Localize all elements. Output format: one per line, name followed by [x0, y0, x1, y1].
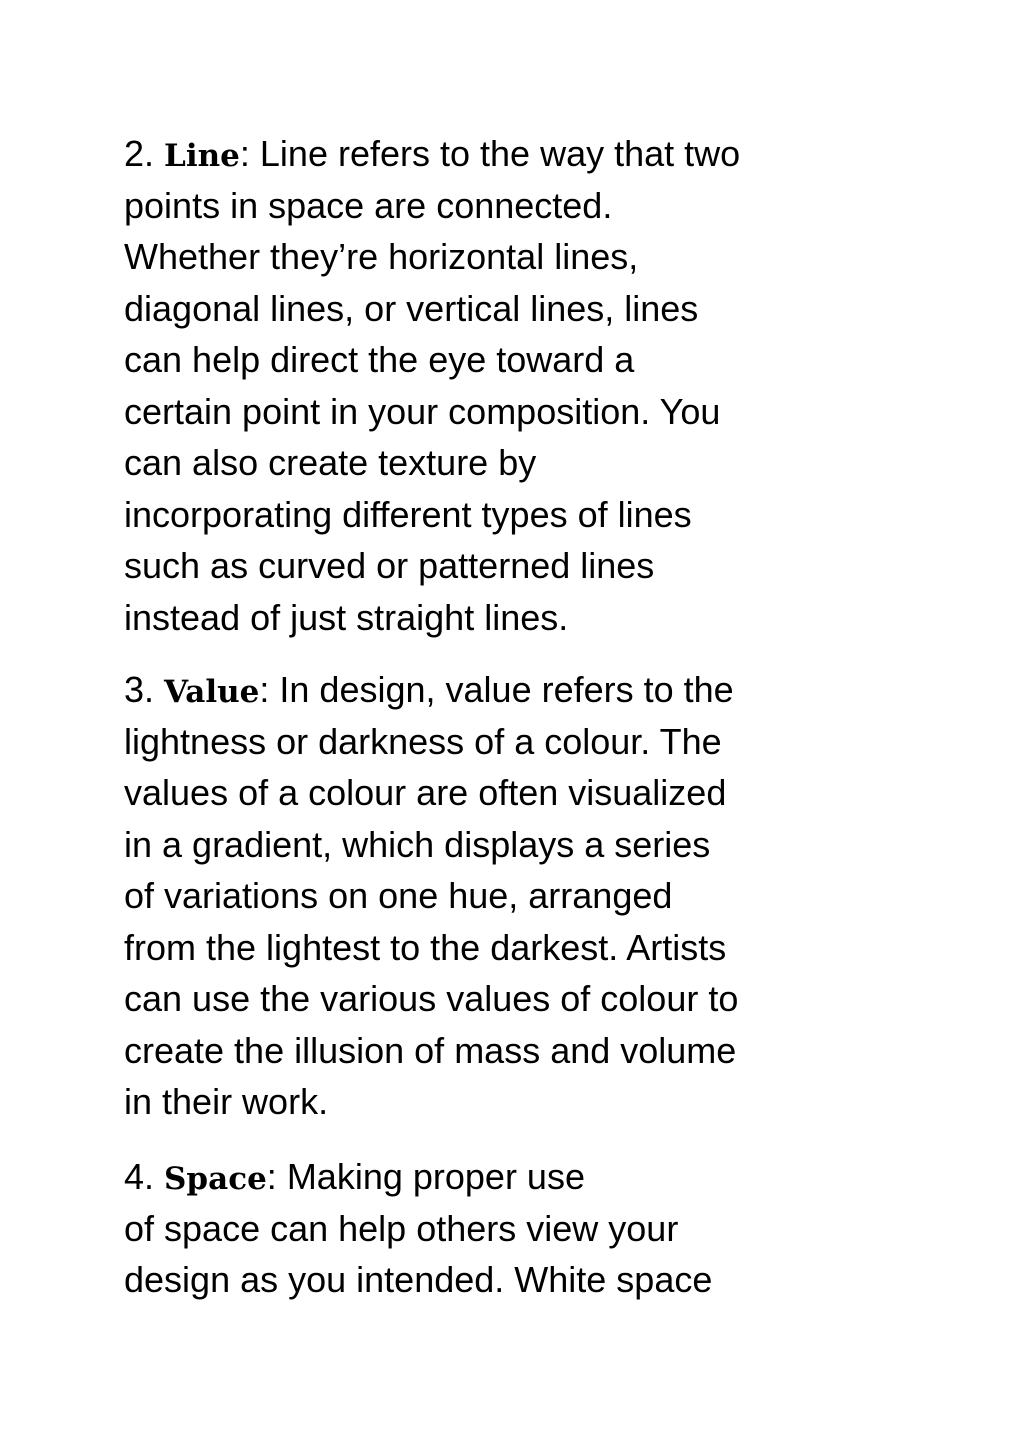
text-line: create the illusion of mass and volume — [124, 1029, 737, 1071]
item-separator: : — [259, 669, 270, 710]
text-line: in a gradient, which displays a series — [124, 823, 711, 865]
item-term: Space — [164, 1161, 267, 1197]
paragraph-first-line — [124, 1151, 899, 1203]
paragraph-first-line — [124, 128, 899, 180]
item-number: 4. — [124, 1156, 155, 1197]
text-line: can also create texture by — [124, 442, 537, 483]
text-line: Making proper use — [276, 1156, 585, 1197]
item-number: 2. — [124, 133, 155, 174]
paragraph-first-line — [124, 664, 899, 716]
text-line: in their work. — [124, 1081, 329, 1122]
text-line: from the lightest to the darkest. Artists — [124, 926, 727, 968]
text-line: can use the various values of colour to — [124, 978, 739, 1019]
text-line: certain point in your composition. You — [124, 390, 721, 432]
text-line: values of a colour are often visualized — [124, 772, 727, 813]
item-separator: : — [239, 133, 250, 174]
item-term: Value — [164, 674, 260, 710]
text-line: such as curved or patterned lines — [124, 545, 655, 586]
paragraph-value — [124, 664, 899, 1128]
text-line: instead of just straight lines. — [124, 596, 569, 638]
paragraph-line — [124, 128, 899, 643]
text-line: can help direct the eye toward a — [124, 339, 635, 380]
paragraph-space — [124, 1151, 899, 1306]
text-line: incorporating different types of lines — [124, 493, 692, 535]
text-line: of space can help others view your — [124, 1207, 679, 1249]
item-term: Line — [164, 138, 240, 174]
text-line: design as you intended. White space — [124, 1259, 713, 1300]
text-line: Whether they’re horizontal lines, — [124, 236, 639, 277]
text-line: of variations on one hue, arranged — [124, 875, 673, 916]
text-line: diagonal lines, or vertical lines, lines — [124, 287, 699, 329]
text-line: Line refers to the way that two — [249, 133, 741, 174]
text-line: In design, value refers to the — [269, 669, 734, 710]
item-separator: : — [266, 1156, 277, 1197]
item-number: 3. — [124, 669, 155, 710]
text-line: lightness or darkness of a colour. The — [124, 720, 722, 762]
text-line: points in space are connected. — [124, 184, 613, 226]
